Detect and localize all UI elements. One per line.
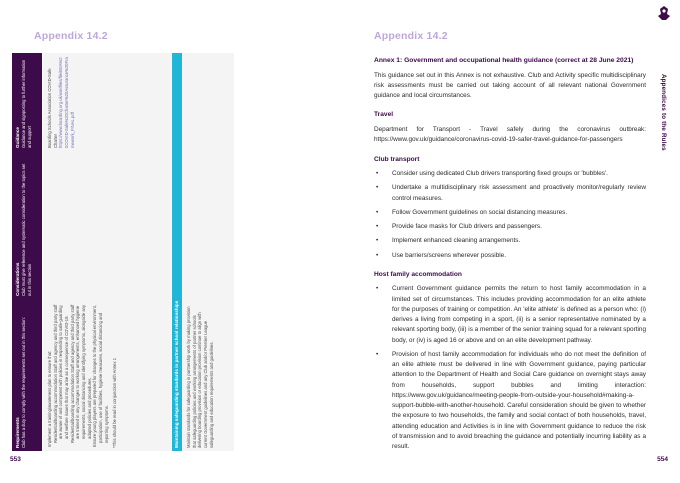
rotated-table-wrapper	[12, 53, 234, 451]
right-page	[340, 0, 680, 483]
intro-paragraph: This guidance set out in this Annex is not exhaustive. Club and Activity specific multidisciplinary risk assessments must be carried out taking account of all relevant national Government guidance and local circumstances.	[374, 71, 646, 100]
header-text: Club has a duty to comply with the requirements set out in this section:	[21, 317, 27, 448]
header-text: Club must give reference and systematic consideration to the topics set out in this section	[21, 163, 32, 296]
list-item: Residential/boarding accommodation Staff and agency and third party staff are aware of and competent with policies in responding to safe-guarding and welfare issues that may arise as a consequence of COVID-19.	[52, 304, 70, 443]
list-item: Residential/boarding accommodation Staff and agency and third party staff are trained in any changes to working arrangements, enhanced hygiene requirements, social distancing and identifying symptoms, alongside any adapted policies and procedures.	[69, 304, 92, 443]
header-text: Guidance and signposting to further information and support	[21, 59, 32, 148]
header-title: Guidance	[15, 127, 20, 148]
header-cell-guidance	[15, 53, 33, 151]
host-family-heading: Host family accommodation	[374, 270, 462, 278]
host-family-list	[374, 284, 646, 452]
header-cell-requirements	[15, 301, 27, 451]
section-title-bar: Maintaining safeguarding standards in partner school relationships	[172, 53, 182, 451]
requirements-table	[12, 53, 234, 451]
header-cell-considerations	[15, 154, 33, 299]
appendix-header-right: Appendix 14.2	[374, 30, 448, 42]
guidance-link[interactable]: https://www.boarding.org.uk/userfiles/file/BSA%20COVID-Safe%20Charter%20Assurance%20Framework_FINAL.pdf	[58, 57, 75, 148]
list-item: • Undertake a multidisciplinary risk assessment and proactively monitor/regularly review control measures.	[374, 183, 646, 204]
side-section-label: Appendices to the Rules	[660, 74, 667, 151]
guidance-text: Boarding Schools Association COVID-Safe Charter	[47, 68, 58, 148]
club-transport-list	[374, 169, 646, 261]
list-item: Ensure young players are prepared for changes to the physical environment, participation, use of facilities, hygiene measures, social distancing and reporting symptoms.	[92, 305, 109, 447]
list-item: • Implement enhanced cleaning arrangements.	[374, 236, 646, 246]
header-title: Requirements	[15, 417, 20, 448]
header-title: Considerations	[15, 262, 20, 296]
list-item: • Use barriers/screens wherever possible.	[374, 251, 646, 261]
list-item: • Follow Government guidelines on social distancing measures.	[374, 208, 646, 218]
table-header-row	[12, 53, 42, 451]
requirements-cell	[47, 301, 118, 451]
travel-heading: Travel	[374, 111, 394, 119]
list-item: • Consider using dedicated Club drivers transporting fixed groups or 'bubbles'.	[374, 169, 646, 179]
page-number-left: 553	[10, 456, 21, 463]
annex-title: Annex 1: Government and occupational health guidance (correct at 28 June 2021)	[374, 57, 634, 64]
appendix-header-left: Appendix 14.2	[34, 30, 108, 42]
list-item: • Current Government guidance permits the return to host family accommodation in a limited set of circumstances. This includes providing accommodation for an elite athlete for the purposes of training or competition. An 'elite athlete' is defined as a person who: (i) derives a living from competing in a sport, (ii) is a senior representative nominated by a relevant sporting body, (iii) is a member of the senior training squad for a relevant sporting body, or (iv) is aged 16 or above and on an elite development pathway.	[374, 284, 646, 346]
list-item: Implement a training/awareness plan to ensure that:	[47, 350, 52, 447]
list-item: • Provision of host family accommodation for individuals who do not meet the definition of an elite athlete must be delivered in line with Government guidance, paying particular attention to the Department of Health and Social Care guidance on overnight stays away from households, support bubbles and limiting interaction: https://www.gov.uk/guidance/meeting-people-from-outside-your-household#making-a-support-bubble-with-another-household. Careful consideration should be given to whether the exposure to two households, the family and social contact of both households, travel, attending education and Activities is in line with Government guidance to reduce the risk of transmission and to avoid breaching the guidance and potentially incurring liability as a result.	[374, 350, 646, 453]
club-transport-heading: Club transport	[374, 155, 420, 163]
note-text: *This should be read in conjunction with Annex 1	[112, 357, 118, 448]
requirements-cell: Maintain standards for safeguarding in partnership work by making provision that safeguarding policies and working arrangements of partner schools delivering boarding provision or education provision continue to align with current Government guidelines and any Club and/or Premier League safeguarding and education requirements and guidelines.	[186, 306, 214, 448]
annex-content	[374, 56, 646, 456]
lion-crest-icon	[658, 6, 670, 20]
guidance-cell	[47, 53, 75, 151]
list-item: • Provide face masks for Club drivers and passengers.	[374, 222, 646, 232]
table-row	[183, 53, 234, 451]
travel-paragraph: Department for Transport - Travel safely during the coronavirus outbreak: https://www.gov.uk/guidance/coronavirus-covid-19-safer-travel-guidance-for-passengers	[374, 126, 646, 144]
page-number-right: 554	[657, 456, 668, 463]
table-row	[43, 53, 171, 451]
